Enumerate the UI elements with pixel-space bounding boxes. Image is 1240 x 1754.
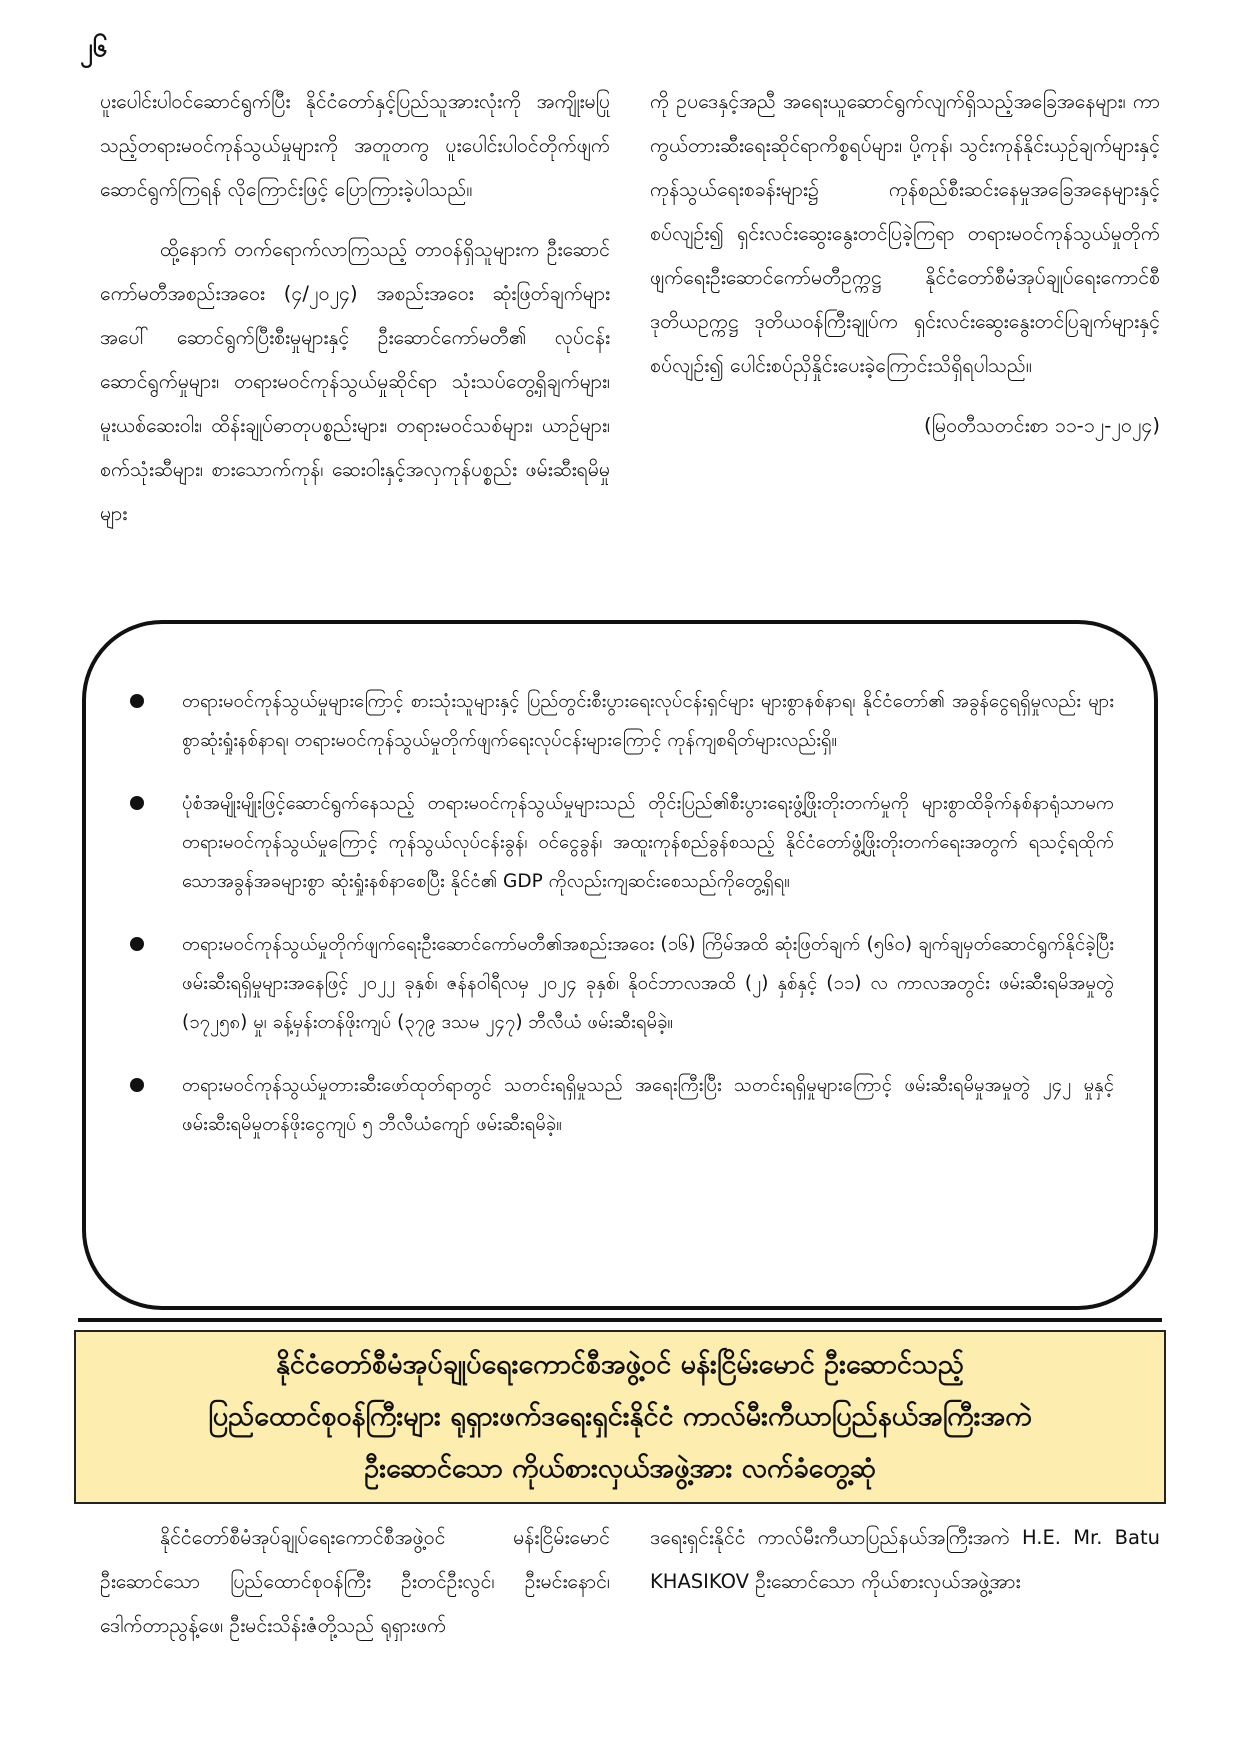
bottom-left-column <box>100 1516 610 1648</box>
highlight-text: တရားမဝင်ကုန်သွယ်မှုတားဆီးဖော်ထုတ်ရာတွင် သတင်းရရှိမှုသည် အရေးကြီးပြီး သတင်းရရှိမှုများကြောင့် ဖမ်းဆီးရမိမှုအမှုတွဲ ၂၄၂ မှုနှင့် ဖမ်းဆီးရမိမှုတန်ဖိုးငွေကျပ် ၅ ဘီလီယံကျော် ဖမ်းဆီးရမိခဲ့။ <box>182 1075 1114 1135</box>
headline-line: ဦးဆောင်သော ကိုယ်စားလှယ်အဖွဲ့အား လက်ခံတွေ့ဆုံ <box>364 1453 876 1484</box>
source-citation: (မြဝတီသတင်းစာ ၁၁-၁၂-၂၀၂၄) <box>923 414 1160 437</box>
headline-line: ပြည်ထောင်စုဝန်ကြီးများ ရုရှားဖက်ဒရေးရှင်းနိုင်ငံ ကာလ်မီးကီယာပြည်နယ်အကြီးအကဲ <box>208 1401 1032 1432</box>
highlight-text: ပုံစံအမျိုးမျိုးဖြင့်ဆောင်ရွက်နေသည့် တရားမဝင်ကုန်သွယ်မှုများသည် တိုင်းပြည်၏စီးပွားရေးဖွံ့ဖြိုးတိုးတက်မှုကို များစွာထိခိုက်နစ်နာရုံသာမက တရားမဝင်ကုန်သွယ်မှုကြောင့် ကုန်သွယ်လုပ်ငန်းခွန်၊ ဝင်ငွေခွန်၊ အထူးကုန်စည်ခွန်စသည့် နိုင်ငံတော်ဖွံ့ဖြိုးတိုးတက်ရေးအတွက် ရသင့်ရထိုက်သောအခွန်အခများစွာ ဆုံးရှုံးနစ်နာစေပြီး နိုင်ငံ၏ GDP ကိုလည်းကျဆင်းစေသည်ကိုတွေ့ရှိရ။ <box>182 793 1114 892</box>
highlight-item <box>126 682 1114 760</box>
highlight-item <box>126 925 1114 1042</box>
paragraph: ပူးပေါင်းပါဝင်ဆောင်ရွက်ပြီး နိုင်ငံတော်နှင့်ပြည်သူအားလုံးကို အကျိုးမပြုသည့်တရားမဝင်ကုန်သွယ်မှုများကို အတူတကွ ပူးပေါင်းပါဝင်တိုက်ဖျက်ဆောင်ရွက်ကြရန် လိုကြောင်းဖြင့် ပြောကြားခဲ့ပါသည်။ <box>100 90 610 201</box>
bullet-icon <box>130 1078 144 1092</box>
highlight-item <box>126 784 1114 901</box>
bottom-right-column <box>650 1516 1160 1648</box>
highlight-item <box>126 1066 1114 1144</box>
highlight-text: တရားမဝင်ကုန်သွယ်မှုများကြောင့် စားသုံးသူများနှင့် ပြည်တွင်းစီးပွားရေးလုပ်ငန်းရှင်များ များစွာနစ်နာရ၊ နိုင်ငံတော်၏ အခွန်ငွေရရှိမှုလည်း များစွာဆုံးရှုံးနစ်နာရ၊ တရားမဝင်ကုန်သွယ်မှုတိုက်ဖျက်ရေးလုပ်ငန်းများကြောင့် ကုန်ကျစရိတ်များလည်းရှိ။ <box>182 691 1114 751</box>
top-left-column <box>100 80 610 552</box>
bullet-icon <box>130 694 144 708</box>
highlight-text: တရားမဝင်ကုန်သွယ်မှုတိုက်ဖျက်ရေးဦးဆောင်ကော်မတီ၏အစည်းအဝေး (၁၆) ကြိမ်အထိ ဆုံးဖြတ်ချက် (၅၆၀) ချက်ချမှတ်ဆောင်ရွက်နိုင်ခဲ့ပြီး ဖမ်းဆီးရရှိမှုများအနေဖြင့် ၂၀၂၂ ခုနှစ်၊ ဇန်နဝါရီလမှ ၂၀၂၄ ခုနှစ်၊ နိုဝင်ဘာလအထိ (၂) နှစ်နှင့် (၁၁) လ ကာလအတွင်း ဖမ်းဆီးရမိအမှုတွဲ (၁၇၂၅၈) မှု၊ ခန့်မှန်းတန်ဖိုးကျပ် (၃၇၉ ဒသမ ၂၄၇) ဘီလီယံ ဖမ်းဆီးရမိခဲ့။ <box>182 934 1114 1033</box>
article-headline <box>74 1330 1166 1504</box>
top-right-column <box>650 80 1160 552</box>
paragraph: နိုင်ငံတော်စီမံအုပ်ချုပ်ရေးကောင်စီအဖွဲ့ဝင် မန်းငြိမ်းမောင် ဦးဆောင်သော ပြည်ထောင်စုဝန်ကြီး ဦးတင်ဦးလွင်၊ ဦးမင်းနောင်၊ ဒေါက်တာညွန့်ဖေ၊ ဦးမင်းသိန်းဇံတို့သည် ရုရှားဖက် <box>100 1526 610 1637</box>
top-article-columns <box>100 80 1160 552</box>
bottom-article-columns <box>100 1516 1160 1648</box>
bullet-icon <box>130 796 144 810</box>
page-number: ၂၆ <box>80 33 108 63</box>
paragraph: ထို့နောက် တက်ရောက်လာကြသည့် တာဝန်ရှိသူများက ဦးဆောင်ကော်မတီအစည်းအဝေး (၄/၂၀၂၄) အစည်းအဝေး ဆုံးဖြတ်ချက်များအပေါ် ဆောင်ရွက်ပြီးစီးမှုများနှင့် ဦးဆောင်ကော်မတီ၏ လုပ်ငန်းဆောင်ရွက်မှုများ၊ တရားမဝင်ကုန်သွယ်မှုဆိုင်ရာ သုံးသပ်တွေ့ရှိချက်များ၊ မူးယစ်ဆေးဝါး၊ ထိန်းချုပ်ဓာတုပစ္စည်းများ၊ တရားမဝင်သစ်များ၊ ယာဉ်များ၊ စက်သုံးဆီများ၊ စားသောက်ကုန်၊ ဆေးဝါးနှင့်အလှကုန်ပစ္စည်း ဖမ်းဆီးရမိမှုများ <box>100 238 610 525</box>
section-divider <box>78 1318 1162 1322</box>
headline-line: နိုင်ငံတော်စီမံအုပ်ချုပ်ရေးကောင်စီအဖွဲ့ဝင် မန်းငြိမ်းမောင် ဦးဆောင်သည့် <box>275 1349 965 1380</box>
bullet-icon <box>130 937 144 951</box>
paragraph: ကို ဥပဒေနှင့်အညီ အရေးယူဆောင်ရွက်လျက်ရှိသည့်အခြေအနေများ၊ ကာကွယ်တားဆီးရေးဆိုင်ရာကိစ္စရပ်များ၊ ပို့ကုန်၊ သွင်းကုန်နိုင်းယှဉ်ချက်များနှင့် ကုန်သွယ်ရေးစခန်းများ၌ ကုန်စည်စီးဆင်းနေမှုအခြေအနေများနှင့်စပ်လျဉ်း၍ ရှင်းလင်းဆွေးနွေးတင်ပြခဲ့ကြရာ တရားမဝင်ကုန်သွယ်မှုတိုက်ဖျက်ရေးဦးဆောင်ကော်မတီဥက္ကဋ္ဌ နိုင်ငံတော်စီမံအုပ်ချုပ်ရေးကောင်စီ ဒုတိယဥက္ကဋ္ဌ ဒုတိယဝန်ကြီးချုပ်က ရှင်းလင်းဆွေးနွေးတင်ပြချက်များနှင့်စပ်လျဉ်း၍ ပေါင်းစပ်ညှိနှိုင်းပေးခဲ့ကြောင်းသိရှိရပါသည်။ <box>650 90 1160 377</box>
paragraph: ဒရေးရှင်းနိုင်ငံ ကာလ်မီးကီယာပြည်နယ်အကြီးအကဲ H.E. Mr. Batu KHASIKOV ဦးဆောင်သော ကိုယ်စားလှယ်အဖွဲ့အား <box>650 1526 1160 1593</box>
highlights-callout-box <box>82 620 1158 1310</box>
highlights-list <box>126 682 1114 1144</box>
